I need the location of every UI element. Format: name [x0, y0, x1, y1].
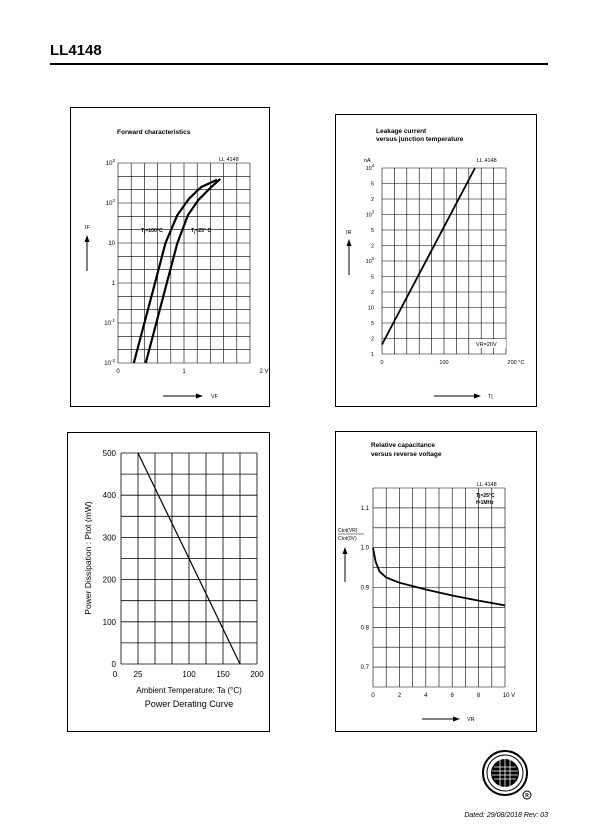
y-tick-label: 200: [102, 575, 116, 585]
series-line: [134, 180, 217, 363]
y-tick-label: 5: [370, 228, 374, 234]
y-tick-label: $10^2$: [105, 198, 115, 207]
condition-label: Tj=25°C: [476, 493, 495, 499]
x-tick-label: 25: [133, 670, 143, 679]
chart-title: Relative capacitance: [371, 442, 435, 449]
header-rule: [50, 63, 548, 65]
x-axis-label: Ambient Temperature: Ta (°C): [136, 686, 242, 695]
relative-capacitance-chart: [336, 432, 536, 731]
x-tick-label: 200: [250, 670, 264, 679]
x-axis-label: Tj: [488, 394, 493, 400]
x-axis-arrow-head: [474, 394, 481, 399]
series-label: $T_j=100^\circ C$: [141, 228, 163, 235]
chart-title: Power Derating Curve: [144, 699, 234, 709]
y-tick-label: 1.0: [360, 545, 369, 552]
x-tick-label: 100: [439, 360, 449, 366]
x-tick-label: 200 °C: [507, 360, 525, 366]
x-tick-label: 0: [371, 693, 375, 699]
relative-capacitance-panel: [335, 431, 537, 732]
x-tick-label: 10 V: [502, 693, 516, 699]
part-number-title: LL4148: [50, 42, 102, 59]
x-tick-label: 100: [182, 670, 196, 679]
y-tick-label: 0.9: [360, 585, 369, 592]
chart-subtitle: versus junction temperature: [376, 136, 464, 143]
y-axis-label-denominator: Ctot(0V): [338, 536, 357, 542]
y-axis-label: IF: [85, 225, 90, 231]
power-derating-panel: [67, 432, 270, 732]
y-tick-label: 5: [370, 321, 374, 327]
unit-label: nA: [364, 158, 371, 164]
y-tick-label: 0: [111, 660, 116, 669]
y-tick-label: 10: [367, 305, 374, 312]
y-tick-label: 5: [370, 181, 374, 188]
y-tick-label: 10: [108, 241, 115, 247]
chart-subtitle: versus reverse voltage: [371, 451, 442, 458]
x-tick-label: 2: [397, 693, 402, 699]
forward-characteristics-panel: [70, 107, 270, 407]
y-axis-label: IR: [346, 230, 352, 236]
y-tick-label: $10^{-2}$: [104, 358, 115, 367]
y-axis-arrow-head: [347, 239, 352, 246]
part-label: LL 4148: [477, 158, 497, 164]
revision-date: Dated: 29/08/2018 Rev: 03: [464, 812, 548, 819]
svg-text:R: R: [525, 793, 529, 799]
series-label: $T_j=25^\circ$ C: [191, 228, 212, 235]
y-tick-label: $10^2$: [365, 256, 374, 265]
y-tick-label: 2: [370, 243, 374, 250]
y-axis-label: Power Dissipation : Ptot (mW): [83, 501, 93, 615]
y-tick-label: 2: [370, 290, 374, 296]
x-tick-label: 0: [380, 360, 384, 366]
condition-label: f=1MHz: [476, 500, 494, 506]
y-tick-label: 2: [370, 336, 374, 343]
y-tick-label: 300: [102, 533, 116, 543]
x-axis-arrow-head: [196, 394, 203, 399]
y-tick-label: 0.7: [360, 665, 369, 672]
x-axis-label: VR: [467, 717, 475, 723]
x-tick-label: 2 V: [259, 369, 269, 375]
company-logo-icon: [478, 747, 534, 803]
y-axis-arrow-head: [85, 235, 90, 242]
leakage-current-panel: [335, 114, 537, 407]
chart-title: Leakage current: [376, 128, 427, 135]
y-tick-label: 0.8: [360, 625, 369, 632]
power-derating-chart: [68, 433, 269, 731]
x-tick-label: 1: [182, 369, 186, 375]
x-tick-label: 8: [476, 693, 481, 699]
forward-characteristics-chart: [71, 108, 269, 406]
y-tick-label: 500: [102, 449, 116, 458]
x-tick-label: 4: [424, 693, 428, 699]
y-tick-label: $10^3$: [365, 209, 374, 219]
chart-title: Forward characteristics: [117, 129, 191, 136]
y-tick-label: 400: [102, 491, 116, 501]
x-tick-label: 0: [116, 369, 120, 375]
x-axis-label: VF: [211, 394, 219, 400]
y-tick-label: 5: [370, 274, 374, 281]
y-tick-label: $10^3$: [105, 158, 115, 167]
x-tick-label: 150: [216, 670, 230, 679]
y-tick-label: $10^4$: [365, 163, 374, 172]
leakage-current-chart: [336, 115, 536, 406]
series-line: [382, 168, 475, 345]
x-axis-arrow-head: [453, 717, 460, 722]
y-tick-label: 1: [370, 352, 374, 358]
y-axis-arrow-head: [343, 547, 348, 554]
y-tick-label: 100: [102, 617, 116, 627]
y-tick-label: 1.1: [360, 505, 369, 512]
y-tick-label: 2: [370, 197, 374, 203]
x-tick-label: 6: [450, 693, 454, 699]
condition-label: VR=20V: [476, 342, 497, 348]
part-label: LL 4148: [477, 482, 497, 488]
y-tick-label: 1: [111, 281, 115, 287]
y-axis-label-numerator: Ctot(VR): [338, 528, 358, 534]
x-tick-label: 0: [112, 670, 118, 679]
part-label: LL 4148: [219, 157, 239, 163]
y-tick-label: $10^{-1}$: [104, 318, 115, 327]
